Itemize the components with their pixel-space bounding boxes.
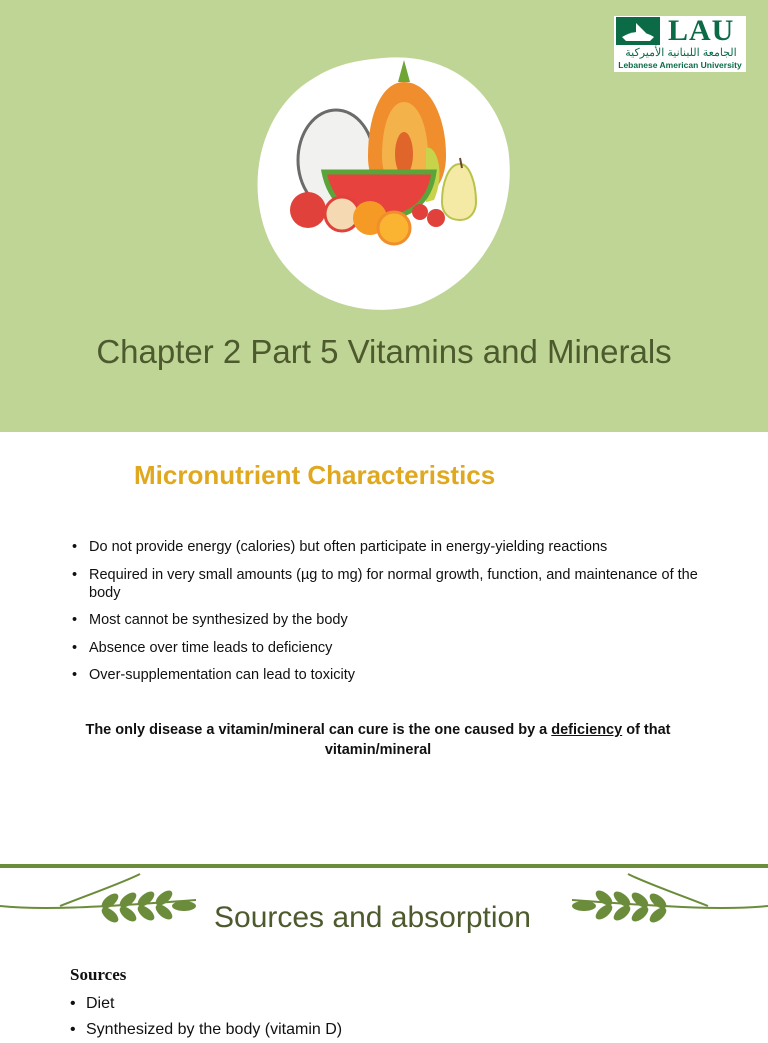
key-note-underlined: deficiency bbox=[551, 722, 623, 738]
logo-letters: LAU bbox=[668, 14, 735, 47]
wheat-icon bbox=[568, 870, 768, 930]
list-item: • Synthesized by the body (vitamin D) bbox=[70, 1017, 342, 1043]
lau-logo bbox=[614, 16, 746, 72]
sources-list bbox=[70, 991, 342, 1043]
list-item: • Absence over time leads to deficiency bbox=[72, 639, 712, 657]
key-note-end: of that vitamin/mineral bbox=[324, 722, 671, 758]
list-item: • Diet bbox=[70, 991, 342, 1017]
wheat-icon bbox=[0, 870, 200, 930]
key-note bbox=[70, 720, 686, 760]
sources-title: Sources and absorption bbox=[214, 901, 531, 934]
logo-english-text: Lebanese American University bbox=[618, 60, 742, 70]
title-slide bbox=[0, 0, 768, 432]
logo-arabic-text: الجامعة اللبنانية الأميركية bbox=[625, 47, 737, 59]
chapter-title: Chapter 2 Part 5 Vitamins and Minerals bbox=[96, 333, 672, 370]
logo-top bbox=[614, 16, 746, 46]
characteristics-list bbox=[72, 538, 712, 694]
sources-label: Sources bbox=[70, 965, 127, 984]
list-item: • Over-supplementation can lead to toxicity bbox=[72, 666, 712, 684]
micronutrient-slide bbox=[0, 432, 768, 864]
key-note-start: The only disease a vitamin/mineral can cure is the one caused by a bbox=[85, 722, 552, 738]
sources-slide bbox=[0, 868, 768, 1038]
slide-heading: Micronutrient Characteristics bbox=[134, 460, 496, 490]
list-item: • Most cannot be synthesized by the body bbox=[72, 611, 712, 629]
fruit-bowl-illustration bbox=[250, 52, 516, 314]
list-item: • Do not provide energy (calories) but often participate in energy-yielding reactions bbox=[72, 538, 712, 556]
list-item: • Required in very small amounts (µg to mg) for normal growth, function, and maintenance of the body bbox=[72, 566, 712, 602]
ship-emblem-icon bbox=[616, 17, 660, 45]
